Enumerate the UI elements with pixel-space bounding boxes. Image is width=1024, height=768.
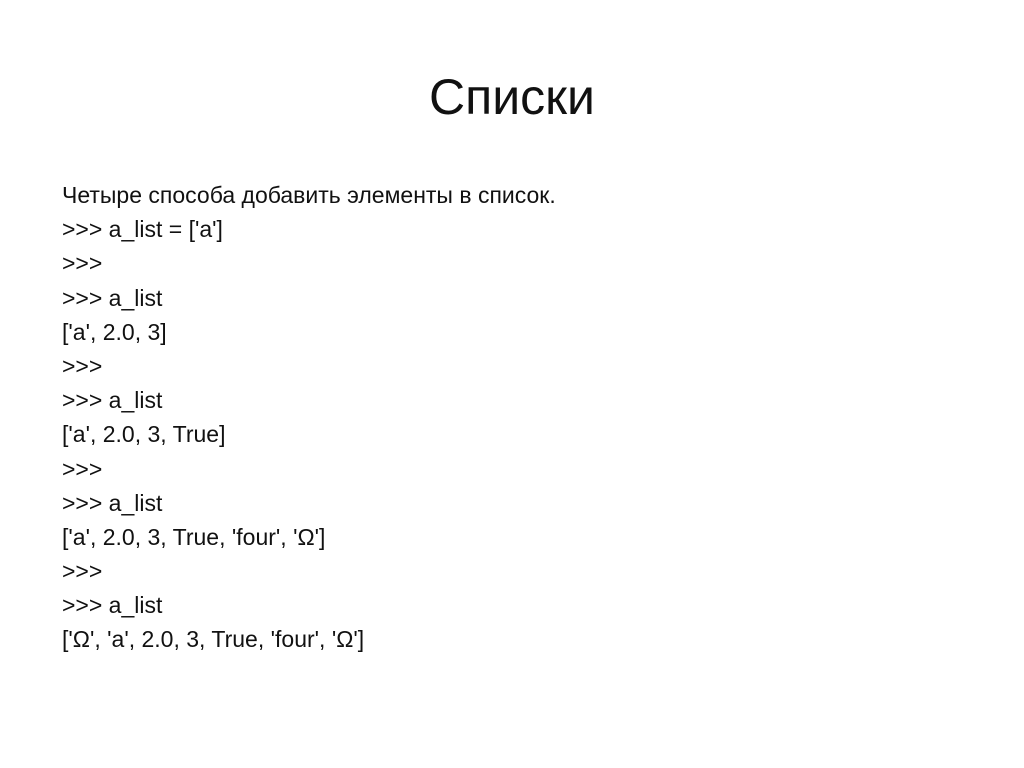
slide-title: Списки [429, 69, 595, 125]
code-line: >>> [62, 352, 103, 379]
code-output-line: ['a', 2.0, 3, True, 'four', 'Ω'] [62, 523, 326, 550]
code-output-line: ['Ω', 'a', 2.0, 3, True, 'four', 'Ω'] [62, 626, 365, 653]
code-line: >>> a_list [62, 592, 163, 619]
code-output-line: ['a', 2.0, 3] [62, 318, 167, 345]
code-line: >>> a_list [62, 489, 163, 516]
code-line: >>> [62, 558, 103, 585]
code-line: >>> a_list [62, 387, 163, 414]
slide-body [62, 178, 962, 657]
code-output-line: ['a', 2.0, 3, True] [62, 421, 226, 448]
code-line: >>> [62, 250, 103, 277]
code-line: >>> a_list = ['a'] [62, 216, 223, 243]
intro-text: Четыре способа добавить элементы в список. [62, 182, 556, 208]
code-line: >>> [62, 455, 103, 482]
code-line: >>> a_list [62, 284, 163, 311]
